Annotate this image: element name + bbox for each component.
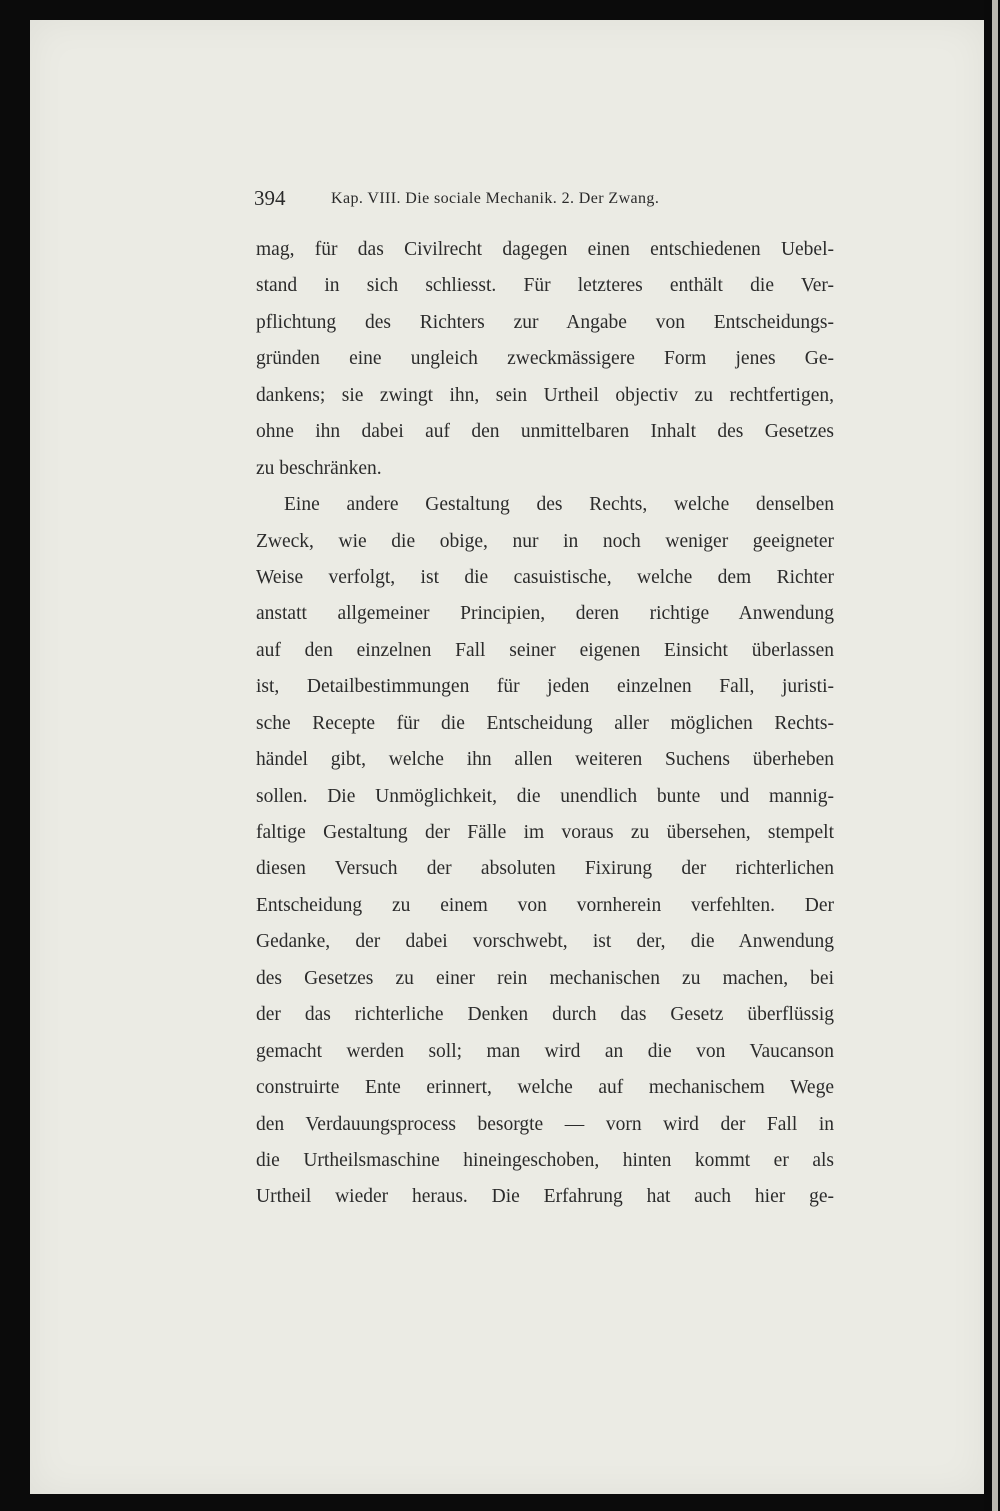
text-line: Eine andere Gestaltung des Rechts, welche denselben: [284, 494, 834, 516]
text-line: auf den einzelnen Fall seiner eigenen Einsicht überlassen: [256, 639, 834, 661]
text-line: Zweck, wie die obige, nur in noch weniger geeigneter: [256, 530, 834, 552]
text-line: dankens; sie zwingt ihn, sein Urtheil objectiv zu rechtfertigen,: [256, 384, 834, 406]
page-number: 394: [254, 186, 286, 210]
text-line: der das richterliche Denken durch das Gesetz überflüssig: [256, 1004, 834, 1026]
text-line: gründen eine ungleich zweckmässigere Form jenes Ge-: [256, 348, 834, 370]
text-line: stand in sich schliesst. Für letzteres enthält die Ver-: [256, 275, 834, 297]
text-line: sche Recepte für die Entscheidung aller möglichen Rechts-: [256, 712, 834, 734]
text-line: zu beschränken.: [256, 457, 382, 479]
body-text: [256, 232, 834, 1216]
text-line: anstatt allgemeiner Principien, deren richtige Anwendung: [256, 603, 834, 625]
page-header: [254, 186, 834, 216]
text-line: gemacht werden soll; man wird an die von Vaucanson: [256, 1040, 834, 1062]
text-line: die Urtheilsmaschine hineingeschoben, hinten kommt er als: [256, 1149, 834, 1171]
text-line: diesen Versuch der absoluten Fixirung der richterlichen: [256, 858, 834, 880]
page-edge-strip: [984, 0, 1000, 1511]
text-line: ohne ihn dabei auf den unmittelbaren Inhalt des Gesetzes: [256, 421, 834, 443]
text-line: den Verdauungsprocess besorgte — vorn wird der Fall in: [256, 1113, 834, 1135]
text-line: Gedanke, der dabei vorschwebt, ist der, die Anwendung: [256, 931, 834, 953]
page-edge-highlight: [992, 0, 998, 1511]
paragraph-2: [256, 487, 834, 1216]
text-line: sollen. Die Unmöglichkeit, die unendlich bunte und mannig-: [256, 785, 834, 807]
text-line: mag, für das Civilrecht dagegen einen entschiedenen Uebel-: [256, 239, 834, 260]
paragraph-1: [256, 232, 834, 487]
text-line: faltige Gestaltung der Fälle im voraus zu übersehen, stempelt: [256, 822, 834, 843]
text-line: pflichtung des Richters zur Angabe von Entscheidungs-: [256, 311, 834, 333]
running-head: Kap. VIII. Die sociale Mechanik. 2. Der Zwang.: [331, 190, 660, 207]
text-line: händel gibt, welche ihn allen weiteren Suchens überheben: [256, 749, 834, 771]
text-line: Entscheidung zu einem von vornherein verfehlten. Der: [256, 894, 834, 916]
text-line: Weise verfolgt, ist die casuistische, welche dem Richter: [256, 566, 834, 588]
text-line: des Gesetzes zu einer rein mechanischen zu machen, bei: [256, 967, 834, 989]
text-line: ist, Detailbestimmungen für jeden einzelnen Fall, juristi-: [256, 676, 834, 698]
text-line: construirte Ente erinnert, welche auf mechanischem Wege: [256, 1077, 834, 1099]
text-line: Urtheil wieder heraus. Die Erfahrung hat auch hier ge-: [256, 1186, 834, 1208]
